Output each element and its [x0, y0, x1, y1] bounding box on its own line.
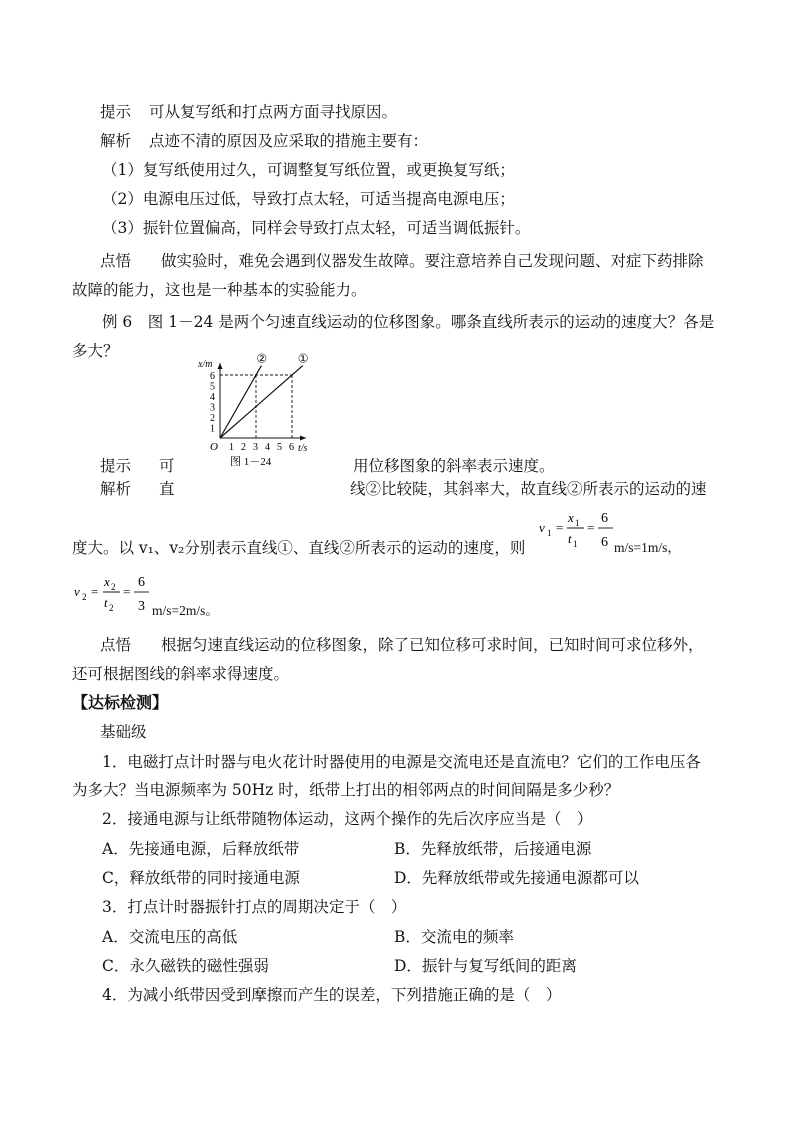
x-tick-label-5: 5 [277, 442, 282, 453]
formula-v2 [72, 570, 154, 620]
q3-option-c: C．永久磁铁的磁性强弱 [102, 957, 269, 975]
y-axis-arrow [218, 363, 223, 369]
v2-subscript: 2 [82, 592, 87, 602]
y-tick-label-5: 5 [210, 381, 215, 393]
v1-den-sub: 1 [573, 539, 578, 549]
insight-line-1 [100, 250, 704, 272]
x-tick-label-1: 1 [229, 442, 234, 453]
series-label-2: ② [256, 351, 268, 366]
hint2-part1: 可 [159, 457, 175, 475]
insight-label: 点悟 [100, 252, 132, 270]
v2-num-sub: 2 [111, 582, 116, 592]
series-line-1 [220, 366, 303, 438]
reason-2: （2）电源电压过低，导致打点太轻，可适当提高电源电压； [102, 190, 515, 208]
v1-subscript: 1 [547, 528, 552, 538]
x-tick-label-2: 2 [241, 442, 246, 453]
q1-line-2: 为多大？当电源频率为 50Hz 时，纸带上打出的相邻两点的时间间隔是多少秒？ [72, 781, 620, 799]
analysis-label: 解析 [100, 132, 132, 150]
v1-symbol: v [539, 520, 545, 535]
insight-text-2: 故障的能力，这也是一种基本的实验能力。 [72, 281, 367, 299]
analysis-line-2 [100, 478, 175, 500]
hint-line-2 [100, 455, 175, 477]
q2-option-a: A．先接通电源，后释放纸带 [102, 840, 300, 858]
position-time-graph [192, 342, 322, 477]
hint-label: 提示 [100, 103, 132, 121]
x-tick-label-6: 6 [289, 442, 294, 453]
analysis2-part2: 线②比较陡，其斜率大，故直线②所表示的运动的速 [350, 480, 707, 498]
y-tick-label-1: 1 [210, 423, 215, 435]
analysis2-label: 解析 [100, 480, 132, 498]
q2-option-b: B．先释放纸带，后接通电源 [394, 840, 592, 858]
x-axis-label: t/s [298, 443, 308, 454]
v1-num-var: x [568, 510, 574, 525]
hint-line-1 [100, 101, 397, 123]
analysis2-part1: 直 [159, 480, 175, 498]
insight-text-1: 做实验时，难免会遇到仪器发生故障。要注意培养自己发现问题、对症下药排除 [161, 252, 704, 270]
series-label-1: ① [297, 351, 309, 366]
q2-option-d: D．先释放纸带或先接通电源都可以 [394, 869, 639, 887]
v1-equals: = [556, 520, 564, 535]
section-title: 【达标检测】 [72, 693, 169, 712]
v2-den-var: t [104, 595, 108, 610]
x-tick-label-3: 3 [253, 442, 258, 453]
analysis2-line2: 度大。以 v₁、v₂分别表示直线①、直线②所表示的运动的速度，则 [72, 539, 526, 557]
analysis-text: 点迹不清的原因及应采取的措施主要有： [149, 132, 429, 150]
y-tick-label-2: 2 [210, 413, 215, 424]
v2-den-val: 3 [138, 599, 145, 614]
formula-v1 [537, 508, 617, 558]
v2-symbol: v [74, 584, 80, 599]
v2-num-val: 6 [138, 575, 145, 590]
figure-caption: 图 1－24 [230, 456, 272, 468]
v1-num-val: 6 [601, 511, 608, 526]
y-tick-label-4: 4 [210, 392, 215, 403]
q3-option-d: D．振针与复写纸间的距离 [394, 957, 577, 975]
reason-3: （3）振针位置偏高，同样会导致打点太轻，可适当调低振针。 [102, 219, 531, 237]
v2-num-var: x [104, 574, 110, 589]
hint2-part2: 用位移图象的斜率表示速度。 [353, 457, 555, 475]
v2-equals-2: = [123, 584, 131, 599]
insight2-text-2: 还可根据图线的斜率求得速度。 [72, 665, 290, 683]
y-axis-label: x/m [198, 359, 213, 370]
x-axis-arrow [300, 436, 306, 441]
x-tick-label-4: 4 [265, 442, 270, 453]
figure-1-24 [192, 342, 322, 477]
q2-option-c: C，释放纸带的同时接通电源 [102, 869, 300, 887]
example6-line-1: 例 6 图 1－24 是两个匀速直线运动的位移图象。哪条直线所表示的运动的速度大？各是 [102, 313, 715, 331]
example6-line-2: 多大？ [72, 342, 119, 360]
q4-stem: 4．为减小纸带因受到摩擦而产生的误差，下列措施正确的是（ ） [102, 986, 562, 1004]
y-tick-label-6: 6 [210, 371, 215, 382]
v1-den-var: t [568, 531, 572, 546]
insight2-text-1: 根据匀速直线运动的位移图象，除了已知位移可求时间，已知时间可求位移外， [161, 636, 704, 654]
v1-den-val: 6 [601, 535, 608, 550]
v1-unit: m/s=1m/s， [614, 540, 681, 555]
v1-num-sub: 1 [575, 518, 580, 528]
series-line-2 [220, 366, 261, 438]
v2-unit: m/s=2m/s。 [152, 603, 219, 618]
reason-1: （1）复写纸使用过久，可调整复写纸位置，或更换复写纸； [102, 161, 515, 179]
q3-stem: 3．打点计时器振针打点的周期决定于（ ） [102, 898, 407, 916]
hint2-label: 提示 [100, 457, 132, 475]
insight2-line-1 [100, 634, 704, 656]
q2-stem: 2．接通电源与让纸带随物体运动，这两个操作的先后次序应当是（ ） [102, 810, 593, 828]
v2-den-sub: 2 [109, 603, 114, 613]
q3-option-b: B．交流电的频率 [394, 928, 514, 946]
analysis-line-1 [100, 130, 428, 152]
q3-option-a: A．交流电压的高低 [102, 928, 238, 946]
y-tick-label-3: 3 [210, 402, 215, 414]
insight2-label: 点悟 [100, 636, 132, 654]
origin-label: O [210, 441, 218, 453]
v2-equals: = [91, 584, 99, 599]
q1-line-1: 1．电磁打点计时器与电火花计时器使用的电源是交流电还是直流电？它们的工作电压各 [102, 753, 701, 771]
level-label: 基础级 [100, 723, 147, 741]
v1-equals-2: = [587, 520, 595, 535]
hint-text: 可从复写纸和打点两方面寻找原因。 [149, 103, 398, 121]
